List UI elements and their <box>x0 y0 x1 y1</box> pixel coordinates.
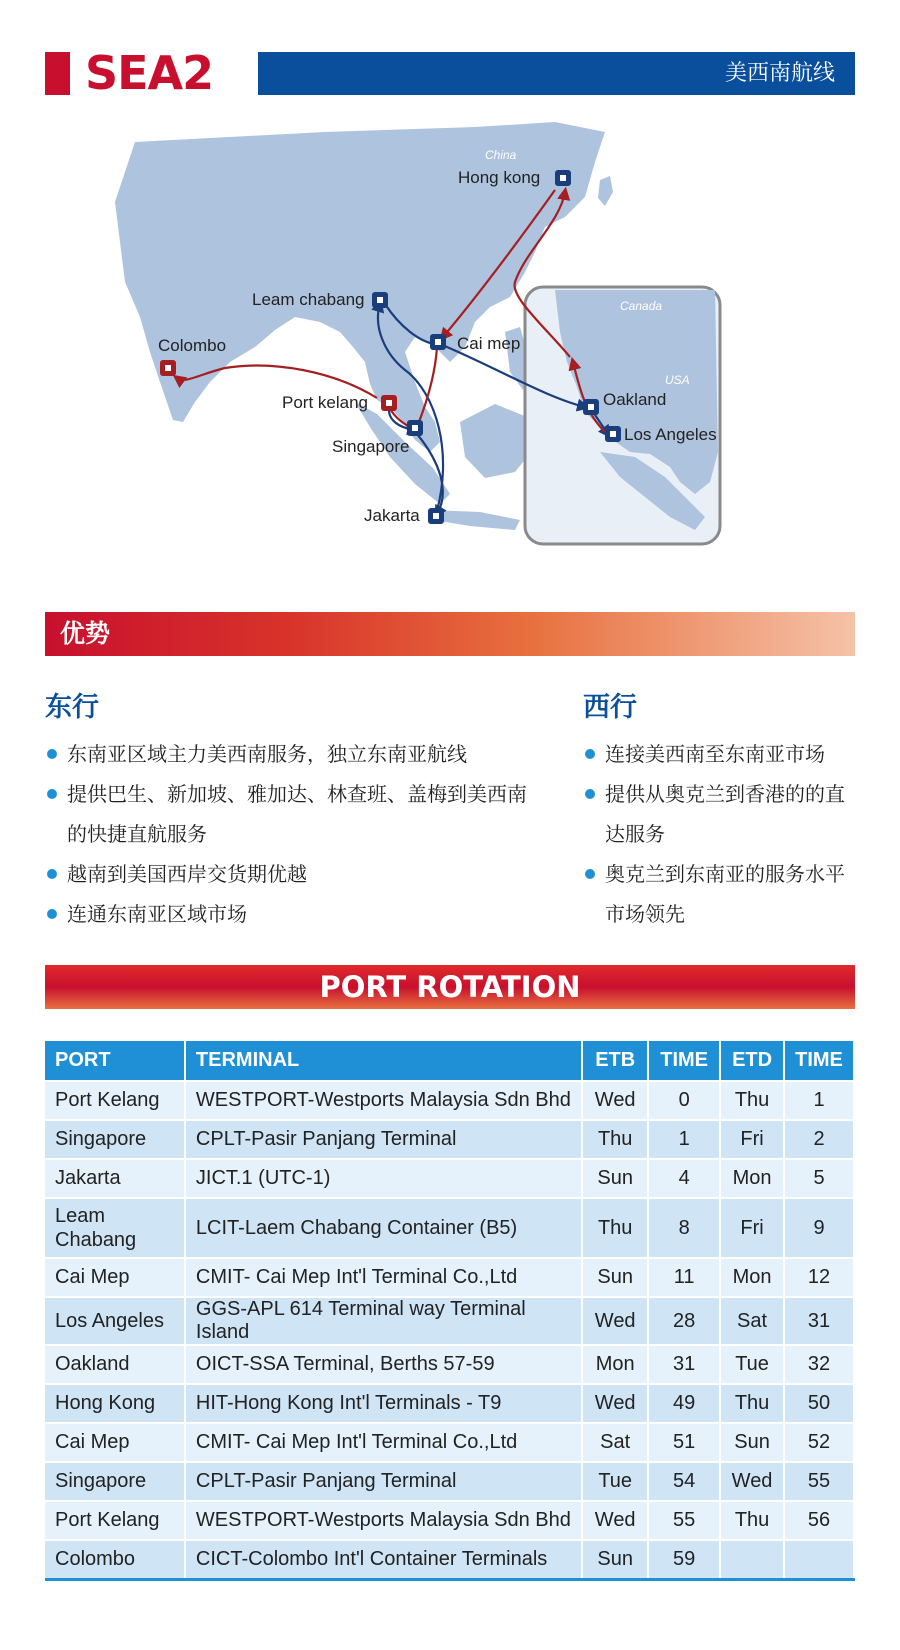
eastbound-column <box>45 690 545 934</box>
cell-etb: Sun <box>582 1540 648 1580</box>
cell-port: Los Angeles <box>45 1297 185 1345</box>
cell-port: Singapore <box>45 1120 185 1159</box>
taiwan <box>598 176 613 206</box>
list-item: 连通东南亚区域市场 <box>45 894 545 934</box>
cell-etb-time: 8 <box>648 1198 720 1258</box>
cell-port: Leam Chabang <box>45 1198 185 1258</box>
region-label-canada: Canada <box>620 299 663 313</box>
cell-etb-time: 49 <box>648 1384 720 1423</box>
port-rotation-title: PORT ROTATION <box>319 970 581 1004</box>
port-label-colombo: Colombo <box>158 336 227 355</box>
cell-terminal: CMIT- Cai Mep Int'l Terminal Co.,Ltd <box>185 1258 582 1297</box>
list-item: 东南亚区域主力美西南服务，独立东南亚航线 <box>45 734 545 774</box>
cell-terminal: WESTPORT-Westports Malaysia Sdn Bhd <box>185 1501 582 1540</box>
cell-terminal: JICT.1 (UTC-1) <box>185 1159 582 1198</box>
port-marker-oakland <box>583 399 599 415</box>
cell-port: Port Kelang <box>45 1081 185 1120</box>
port-label-oakland: Oakland <box>603 390 667 409</box>
cell-etd: Mon <box>720 1159 784 1198</box>
cell-etb: Thu <box>582 1198 648 1258</box>
cell-port: Singapore <box>45 1462 185 1501</box>
cell-etd <box>720 1540 784 1580</box>
cell-etd: Wed <box>720 1462 784 1501</box>
port-label-port-kelang: Port kelang <box>282 393 368 412</box>
cell-etd-time: 5 <box>784 1159 854 1198</box>
list-item: 提供从奥克兰到香港的的直达服务 <box>583 774 855 854</box>
cell-etd-time: 50 <box>784 1384 854 1423</box>
cell-etd: Thu <box>720 1384 784 1423</box>
port-rotation-table <box>45 1041 855 1581</box>
region-label-china: China <box>485 148 517 162</box>
cell-etb-time: 11 <box>648 1258 720 1297</box>
cell-etb: Thu <box>582 1120 648 1159</box>
table-row <box>45 1258 854 1297</box>
table-row <box>45 1423 854 1462</box>
table-row <box>45 1198 854 1258</box>
cell-etb-time: 59 <box>648 1540 720 1580</box>
list-item: 越南到美国西岸交货期优越 <box>45 854 545 894</box>
cell-etb: Sun <box>582 1258 648 1297</box>
cell-terminal: HIT-Hong Kong Int'l Terminals - T9 <box>185 1384 582 1423</box>
cell-etb: Tue <box>582 1462 648 1501</box>
table-header-row <box>45 1041 854 1081</box>
cell-etd-time: 32 <box>784 1345 854 1384</box>
table-row <box>45 1384 854 1423</box>
header-etd-time: TIME <box>784 1041 854 1081</box>
cell-etb-time: 51 <box>648 1423 720 1462</box>
cell-etd-time: 55 <box>784 1462 854 1501</box>
cell-etb-time: 1 <box>648 1120 720 1159</box>
cell-etd: Tue <box>720 1345 784 1384</box>
cell-etd-time: 56 <box>784 1501 854 1540</box>
table-row <box>45 1297 854 1345</box>
cell-etd: Thu <box>720 1501 784 1540</box>
eastbound-heading: 东行 <box>45 692 99 723</box>
port-marker-leam-chabang <box>372 292 388 308</box>
eastbound-list <box>45 734 545 934</box>
cell-etd-time <box>784 1540 854 1580</box>
port-marker-singapore <box>407 420 423 436</box>
cell-terminal: GGS-APL 614 Terminal way Terminal Island <box>185 1297 582 1345</box>
table-row <box>45 1159 854 1198</box>
header-etb: ETB <box>582 1041 648 1081</box>
port-marker-los-angeles <box>605 426 621 442</box>
cell-etb: Wed <box>582 1297 648 1345</box>
cell-port: Hong Kong <box>45 1384 185 1423</box>
cell-port: Port Kelang <box>45 1501 185 1540</box>
cell-etb-time: 4 <box>648 1159 720 1198</box>
port-marker-colombo <box>160 360 176 376</box>
cell-etd: Fri <box>720 1198 784 1258</box>
cell-port: Cai Mep <box>45 1258 185 1297</box>
cell-terminal: WESTPORT-Westports Malaysia Sdn Bhd <box>185 1081 582 1120</box>
header-etb-time: TIME <box>648 1041 720 1081</box>
cell-etd-time: 2 <box>784 1120 854 1159</box>
cell-terminal: CPLT-Pasir Panjang Terminal <box>185 1462 582 1501</box>
cell-port: Colombo <box>45 1540 185 1580</box>
cell-etd: Sat <box>720 1297 784 1345</box>
port-label-los-angeles: Los Angeles <box>624 425 717 444</box>
cell-etd-time: 31 <box>784 1297 854 1345</box>
cell-etb-time: 0 <box>648 1081 720 1120</box>
table-row <box>45 1540 854 1580</box>
port-marker-jakarta <box>428 508 444 524</box>
port-marker-hong-kong <box>555 170 571 186</box>
westbound-list <box>583 734 855 934</box>
cell-terminal: OICT-SSA Terminal, Berths 57-59 <box>185 1345 582 1384</box>
port-label-singapore: Singapore <box>332 437 410 456</box>
cell-etb-time: 31 <box>648 1345 720 1384</box>
cell-etd-time: 52 <box>784 1423 854 1462</box>
cell-terminal: CICT-Colombo Int'l Container Terminals <box>185 1540 582 1580</box>
port-label-leam-chabang: Leam chabang <box>252 290 365 309</box>
header-etd: ETD <box>720 1041 784 1081</box>
cell-port: Cai Mep <box>45 1423 185 1462</box>
westbound-heading: 西行 <box>583 692 637 723</box>
route-name: 美西南航线 <box>724 61 835 86</box>
cell-etb: Sun <box>582 1159 648 1198</box>
table-row <box>45 1462 854 1501</box>
cell-etb-time: 54 <box>648 1462 720 1501</box>
port-label-cai-mep: Cai mep <box>457 334 521 353</box>
table-row <box>45 1081 854 1120</box>
region-label-ocean: Pacific Ocean <box>425 375 500 389</box>
list-item: 提供巴生、新加坡、雅加达、林查班、盖梅到美西南的快捷直航服务 <box>45 774 545 854</box>
advantages-bar <box>45 612 855 656</box>
header-port: PORT <box>45 1041 185 1081</box>
header-route-bar <box>258 52 855 95</box>
route-map <box>115 122 780 582</box>
cell-etd-time: 12 <box>784 1258 854 1297</box>
cell-terminal: LCIT-Laem Chabang Container (B5) <box>185 1198 582 1258</box>
table-row <box>45 1120 854 1159</box>
cell-etd: Sun <box>720 1423 784 1462</box>
cell-etb: Mon <box>582 1345 648 1384</box>
cell-etd: Thu <box>720 1081 784 1120</box>
cell-etb-time: 28 <box>648 1297 720 1345</box>
port-label-hong-kong: Hong kong <box>458 168 541 187</box>
cell-terminal: CPLT-Pasir Panjang Terminal <box>185 1120 582 1159</box>
region-label-usa: USA <box>665 373 690 387</box>
port-label-jakarta: Jakarta <box>364 506 420 525</box>
port-marker-cai-mep <box>430 334 446 350</box>
cell-etd: Fri <box>720 1120 784 1159</box>
advantages-title: 优势 <box>60 619 111 648</box>
header-accent-block <box>45 52 70 95</box>
header-terminal: TERMINAL <box>185 1041 582 1081</box>
cell-etd: Mon <box>720 1258 784 1297</box>
table-row <box>45 1345 854 1384</box>
cell-terminal: CMIT- Cai Mep Int'l Terminal Co.,Ltd <box>185 1423 582 1462</box>
cell-port: Oakland <box>45 1345 185 1384</box>
port-rotation-bar <box>45 965 855 1009</box>
cell-etb: Wed <box>582 1081 648 1120</box>
cell-etd-time: 9 <box>784 1198 854 1258</box>
list-item: 奥克兰到东南亚的服务水平市场领先 <box>583 854 855 934</box>
cell-etd-time: 1 <box>784 1081 854 1120</box>
cell-etb: Sat <box>582 1423 648 1462</box>
cell-port: Jakarta <box>45 1159 185 1198</box>
cell-etb-time: 55 <box>648 1501 720 1540</box>
cell-etb: Wed <box>582 1501 648 1540</box>
table-row <box>45 1501 854 1540</box>
list-item: 连接美西南至东南亚市场 <box>583 734 855 774</box>
cell-etb: Wed <box>582 1384 648 1423</box>
service-code: SEA2 <box>85 46 214 100</box>
westbound-column <box>583 690 855 934</box>
port-marker-port-kelang <box>381 395 397 411</box>
